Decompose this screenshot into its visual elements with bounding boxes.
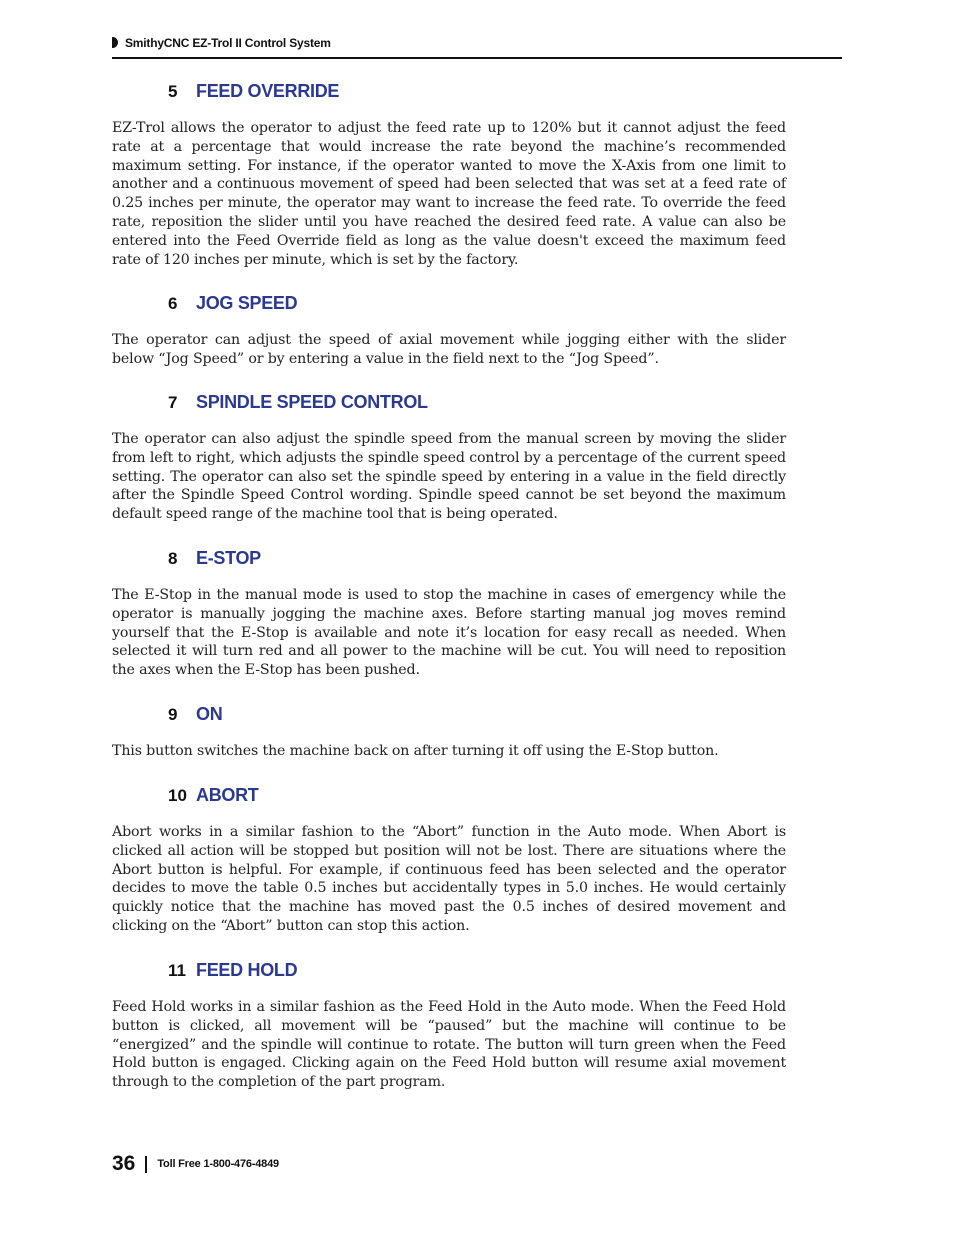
section-jog-speed	[112, 293, 786, 369]
section-body: Feed Hold works in a similar fashion as the Feed Hold in the Auto mode. When the Feed Hold button is clicked, all movement will be “paused” but the machine will continue to be “energized” and the spindle will continue to rotate. The button will turn green when the Feed Hold button is engaged. Clicking again on the Feed Hold button will resume axial movement through to the completion of the part program.	[112, 999, 786, 1091]
section-title: FEED HOLD	[196, 960, 298, 980]
section-body: This button switches the machine back on after turning it off using the E-Stop button.	[112, 743, 719, 759]
section-body: Abort works in a similar fashion to the “Abort” function in the Auto mode. When Abort is clicked all action will be stopped but position will not be lost. There are situations where the Abort button is helpful. For example, if continuous feed has been selected and the operator decides to move the table 0.5 inches but accidentally types in 5.0 inches. He would certainly quickly notice that the machine has moved past the 0.5 inches of desired movement and clicking on the “Abort” button can stop this action.	[112, 824, 786, 934]
section-e-stop	[112, 548, 786, 680]
section-title: E-STOP	[196, 548, 261, 568]
section-body: EZ-Trol allows the operator to adjust the feed rate up to 120% but it cannot adjust the feed rate at a percentage that would increase the rate beyond the machine’s recommended maximum setting. For instance, if the operator wanted to move the X-Axis from one limit to another and a continuous movement of speed had been selected that was set at a feed rate of 0.25 inches per minute, the operator may want to increase the feed rate. To override the feed rate, reposition the slider until you have reached the desired feed rate. A value can also be entered into the Feed Override field as long as the value doesn't exceed the maximum feed rate of 120 inches per minute, which is set by the factory.	[112, 120, 786, 268]
section-on	[112, 704, 786, 761]
section-title: SPINDLE SPEED CONTROL	[196, 392, 428, 412]
section-feed-override	[112, 81, 786, 269]
footer-phone: Toll Free 1-800-476-4849	[157, 1158, 279, 1170]
footer-divider	[145, 1156, 147, 1173]
page-number: 36	[112, 1152, 136, 1175]
section-heading	[168, 785, 786, 809]
section-body: The operator can also adjust the spindle speed from the manual screen by moving the slider from left to right, which adjusts the spindle speed control by a percentage of the current speed setting. The operator can also set the spindle speed by entering in a value in the field directly after the Spindle Speed Control wording. Spindle speed cannot be set beyond the maximum default speed range of the machine tool that is being operated.	[112, 431, 786, 523]
running-header	[112, 35, 842, 59]
section-heading	[168, 81, 786, 105]
section-number: 10	[168, 786, 187, 805]
section-title: ABORT	[196, 785, 259, 805]
section-number: 9	[168, 705, 178, 724]
section-title: JOG SPEED	[196, 293, 298, 313]
section-heading	[168, 960, 786, 984]
section-body: The operator can adjust the speed of axial movement while jogging either with the slider below “Jog Speed” or by entering a value in the field next to the “Jog Speed”.	[112, 332, 786, 367]
section-number: 11	[168, 961, 186, 980]
section-heading	[168, 293, 786, 317]
section-body: The E-Stop in the manual mode is used to stop the machine in cases of emergency while the operator is manually jogging the machine axes. Before starting manual jog moves remind yourself that the E-Stop is available and note it’s location for easy recall as needed. When selected it will turn red and all power to the machine will be cut. You will need to reposition the axes when the E-Stop has been pushed.	[112, 587, 786, 679]
section-heading	[168, 704, 786, 728]
section-heading	[168, 392, 786, 416]
section-abort	[112, 785, 786, 936]
section-title: FEED OVERRIDE	[196, 81, 340, 101]
section-number: 5	[168, 82, 178, 101]
section-heading	[168, 548, 786, 572]
header-title: SmithyCNC EZ-Trol II Control System	[125, 36, 331, 50]
header-marker-icon	[112, 37, 118, 48]
section-number: 6	[168, 294, 178, 313]
section-spindle-speed-control	[112, 392, 786, 524]
section-feed-hold	[112, 960, 786, 1092]
page-footer	[112, 1152, 279, 1182]
section-number: 7	[168, 393, 178, 412]
section-title: ON	[196, 704, 223, 724]
section-number: 8	[168, 549, 178, 568]
